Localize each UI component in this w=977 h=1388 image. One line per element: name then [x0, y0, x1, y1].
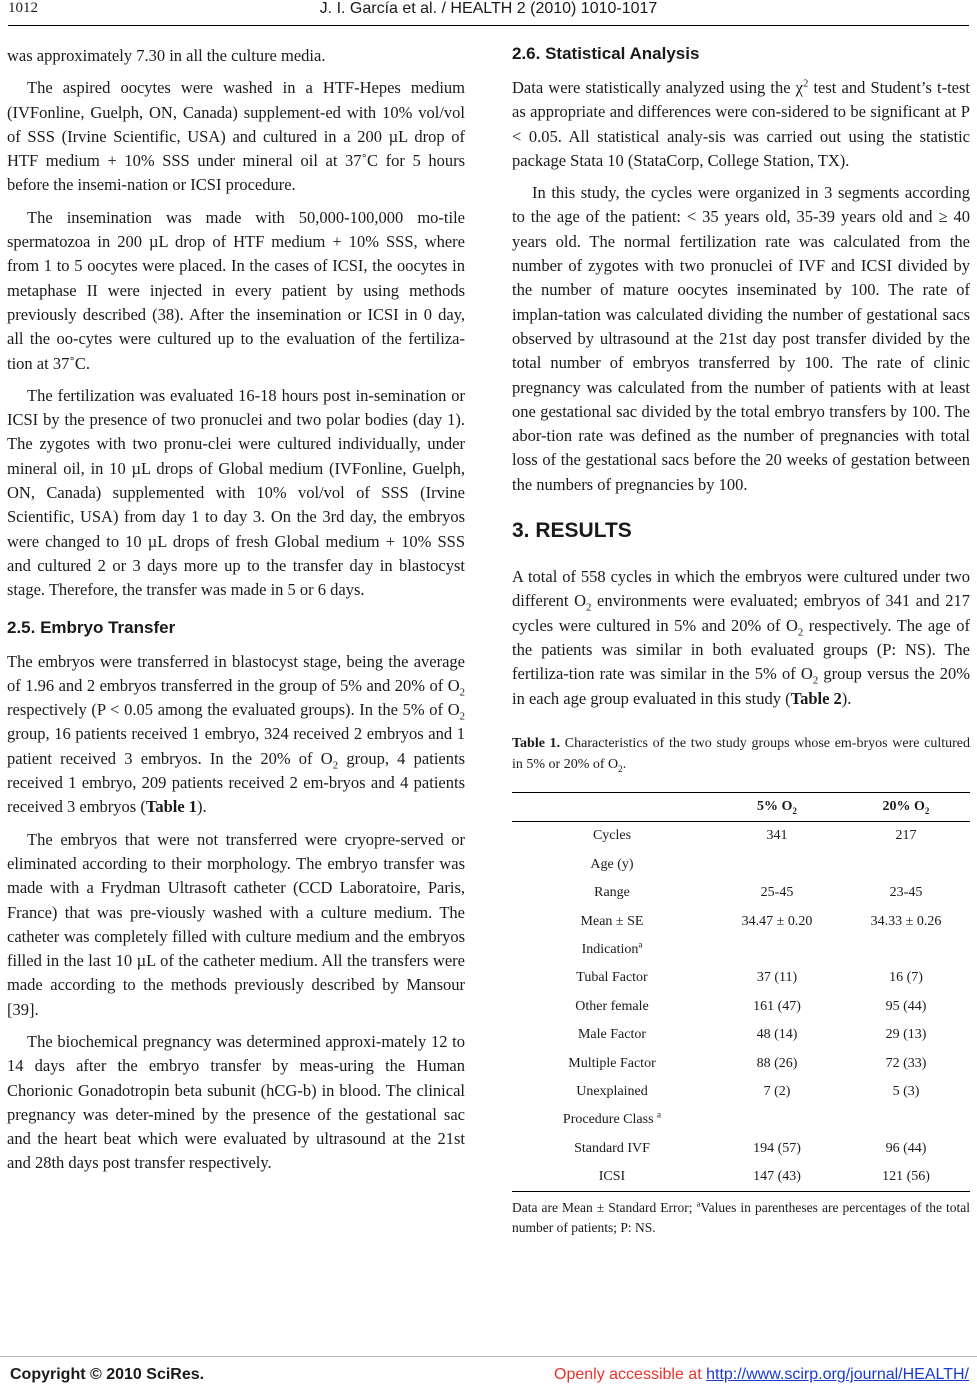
- value-20pct: 16 (7): [889, 970, 923, 986]
- value-5pct: 341: [766, 828, 788, 844]
- table-row: [512, 1049, 970, 1077]
- page-number: 1012: [8, 0, 38, 16]
- table-row: [512, 851, 970, 879]
- table-row: [512, 1021, 970, 1049]
- row-label: ICSI: [598, 1169, 626, 1185]
- value-20pct: 5 (3): [892, 1083, 920, 1099]
- value-20pct: 95 (44): [885, 998, 927, 1014]
- value-5pct: [712, 936, 842, 964]
- table-row: [512, 993, 970, 1021]
- table-row: [512, 879, 970, 907]
- table-header-empty: [512, 792, 712, 821]
- table-row: [512, 1135, 970, 1163]
- table-row: [512, 822, 970, 851]
- paragraph: In this study, the cycles were organized in 3 segments according to the age of the patient: < 35 years old, 35-39 years old and ≥ 40 years old. The normal fertilization rate was calculated from the number of zygotes with two pronuclei of IVF and ICSI divided by the number of mature oocytes inseminated by 100. The rate of implan-tation was calculated dividing the number of gestational sacs observed by ultrasound at the 21st day post transfer divided by the total number of embryos transferred by 100. The rate of clinic pregnancy was calculated from the number of patients with at least one gestational sac divided by the total embryo transfers by 100. The abor-tion rate was defined as the number of pregnancies with total loss of the gestational sacs before the 20 weeks of gestation between the numbers of pregnancies by 100.: [512, 183, 970, 494]
- running-head: J. I. García et al. / HEALTH 2 (2010) 1010-1017: [319, 0, 658, 17]
- value-5pct: 7 (2): [763, 1083, 791, 1099]
- row-label: Cycles: [592, 828, 632, 844]
- value-20pct: 121 (56): [882, 1169, 930, 1185]
- paragraph: The fertilization was evaluated 16-18 hours post in-semination or ICSI by the presence of two pronuclei and two polar bodies (day 1). The zygotes with two pronu-clei were cultured individually, under mineral oil, in 10 µL drops of Global medium (IVFonline, Guelph, ON, Canada) supplemented with 10% vol/vol of SSS (Irvine Scientific, USA) from day 1 to day 3. On the 3rd day, the embryos were changed to 10 µL drops of fresh Global medium + 10% SSS and cultured 2 or 3 days more up to the transfer day in blastocyst stage. Therefore, the transfer was made in 5 or 6 days.: [7, 385, 465, 600]
- table-row: [512, 1078, 970, 1106]
- paragraph: Data were statistically analyzed using the $\chi^2$ test and Student’s t-test as appropriate and differences were con-sidered to be significant at P < 0.05. All statistical analy-sis was carried out using the statistic package Stata 10 (StataCorp, College Station, TX).: [512, 77, 970, 170]
- section-heading-2-5: 2.5. Embryo Transfer: [7, 617, 176, 637]
- row-label: Tubal Factor: [576, 970, 648, 986]
- table-header-20pct: 20% $O_2$: [882, 799, 930, 816]
- paragraph: A total of 558 cycles in which the embryos were cultured under two different $O_2$ environments were evaluated; embryos of 341 and 217 cycles were cultured in 5% and 20% of $O_2$ respectively. The age of the patients was similar in both evaluated groups (P: NS). The fertiliza-tion rate was similar in the 5% of $O_2$ group versus the 20% in each age group evaluated in this study (Table 2).: [512, 567, 971, 708]
- open-access-note: Openly accessible at http://www.scirp.org/journal/HEALTH/: [554, 1366, 969, 1383]
- table-row: [512, 1163, 970, 1191]
- row-label: Range: [594, 885, 630, 901]
- table-1: [512, 792, 970, 1191]
- paragraph: The embryos were transferred in blastocyst stage, being the average of 1.96 and 2 embryos transferred in the group of 5% and 20% of $O_2$ respectively (P < 0.05 among the evaluated groups). In the 5% of $O_2$ group, 16 patients received 1 embryo, 324 received 2 embryos and 1 patient received 3 embryos. In the 20% of $O_2$ group, 4 patients received 1 embryo, 209 patients received 2 em-bryos and 4 patients received 3 embryos (Table 1).: [7, 651, 465, 817]
- table-2-reference[interactable]: Table 2: [790, 688, 842, 708]
- value-5pct: 25-45: [760, 885, 794, 901]
- row-label: Indication$^a$: [581, 939, 643, 957]
- value-5pct: 37 (11): [756, 970, 798, 986]
- value-5pct: 147 (43): [753, 1169, 801, 1185]
- value-20pct: 72 (33): [885, 1055, 927, 1071]
- section-heading-results: 3. RESULTS: [512, 519, 632, 543]
- footer-rule: [0, 1356, 977, 1357]
- paragraph: The biochemical pregnancy was determined approxi-mately 12 to 14 days after the embryo transfer by meas-uring the Human Chorionic Gonadotropin beta subunit (hCG-b) in blood. The clinical pregnancy was deter-mined by the presence of the gestational sac and the heart beat which were evaluated by ultrasound at the 21st and 28th days post transfer respectively.: [7, 1031, 465, 1173]
- copyright: Copyright © 2010 SciRes.: [10, 1366, 205, 1383]
- value-20pct: 23-45: [889, 885, 923, 901]
- table-footnote: Data are Mean ± Standard Error; $^a$Values in parentheses are percentages of the total number of patients; P: NS.: [512, 1198, 970, 1236]
- value-5pct: 48 (14): [756, 1027, 798, 1043]
- table-row: [512, 936, 970, 964]
- table-row: [512, 1106, 970, 1134]
- value-5pct: [712, 851, 842, 879]
- row-label: Mean ± SE: [580, 913, 644, 929]
- value-5pct: 34.47 ± 0.20: [741, 913, 813, 929]
- value-5pct: 194 (57): [753, 1140, 801, 1156]
- table-1-reference[interactable]: Table 1: [145, 797, 198, 817]
- row-label: Unexplained: [576, 1083, 648, 1099]
- value-20pct: 34.33 ± 0.26: [870, 913, 942, 929]
- paragraph: The aspired oocytes were washed in a HTF-Hepes medium (IVFonline, Guelph, ON, Canada) supplement-ed with 10% vol/vol of SSS (Irvine Scientific, USA) and cultured in a 200 µL drop of HTF medium + 10% SSS under mineral oil at 37˚C for 5 hours before the insemi-nation or ICSI procedure.: [7, 78, 465, 195]
- left-column: [7, 44, 465, 1176]
- value-5pct: [712, 1106, 842, 1134]
- header-rule: [8, 25, 969, 26]
- row-label: Multiple Factor: [568, 1055, 656, 1071]
- row-label: Procedure Class $^a$: [562, 1109, 662, 1128]
- row-label: Age (y): [590, 856, 634, 872]
- value-20pct: 217: [895, 828, 917, 844]
- right-column: [512, 44, 970, 1238]
- journal-link[interactable]: http://www.scirp.org/journal/HEALTH/: [706, 1366, 969, 1383]
- value-20pct: [842, 851, 970, 879]
- table-header-5pct: 5% $O_2$: [757, 799, 797, 816]
- value-5pct: 88 (26): [756, 1055, 798, 1071]
- table-caption: Table 1. Characteristics of the two study groups whose em-bryos were cultured in 5% or 20% of $O_2$.: [512, 735, 970, 774]
- value-20pct: 29 (13): [885, 1027, 927, 1043]
- value-20pct: [842, 936, 970, 964]
- table-row: [512, 907, 970, 935]
- value-5pct: 161 (47): [753, 998, 801, 1014]
- paragraph: was approximately 7.30 in all the culture media.: [7, 46, 326, 65]
- paragraph: The insemination was made with 50,000-100,000 mo-tile spermatozoa in 200 µL drop of HTF medium + 10% SSS, where from 1 to 5 oocytes were placed. In the cases of ICSI, the oocytes in metaphase II were injected in every patient by using methods previously described (38). After the insemination or ICSI in 0 day, all the oo-cytes were cultured up to the evaluation of the fertiliza-tion at 37˚C.: [7, 207, 465, 373]
- value-20pct: [842, 1106, 970, 1134]
- row-label: Male Factor: [577, 1027, 647, 1043]
- row-label: Standard IVF: [574, 1140, 650, 1156]
- section-heading-2-6: 2.6. Statistical Analysis: [512, 44, 700, 63]
- value-20pct: 96 (44): [885, 1140, 927, 1156]
- paragraph: The embryos that were not transferred were cryopre-served or eliminated according to their morphology. The embryo transfer was made with a Frydman Ultrasoft catheter (CCD Laboratoire, Paris, France) that was pre-viously washed with a culture medium. The catheter was completely filled with culture medium and the embryos filled in the last 10 µL of the catheter medium. All the transfers were made according to the methods previously described by Mansour [39].: [7, 829, 465, 1019]
- row-label: Other female: [575, 998, 649, 1014]
- table-row: [512, 964, 970, 992]
